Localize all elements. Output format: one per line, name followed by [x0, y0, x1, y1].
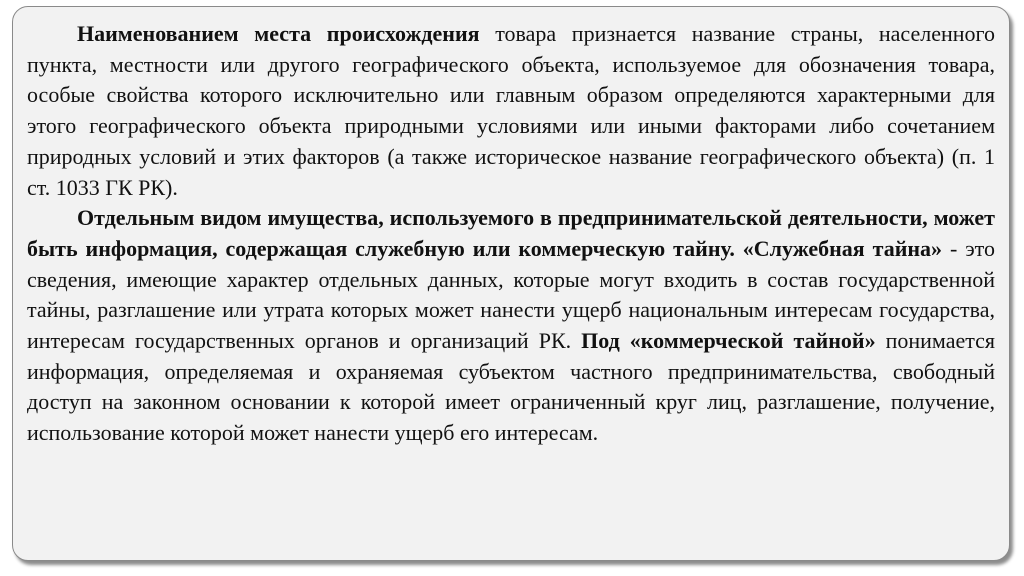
term-place-of-origin: Наименованием места происхождения	[77, 21, 480, 46]
paragraph-geographic-origin	[27, 19, 995, 203]
definition-service-secret: - это сведения, имеющие характер отдельных данных, которые могут входить в состав государственной тайны, разглашение или утрата которых может нанести ущерб национальным интересам государства, интересам государственных органов и организаций РК.	[27, 235, 996, 354]
definition-commercial-secret: понимается информация, определяемая и охраняемая субъектом частного предпринимательства, свободный доступ на законном основании к которой имеет ограниченный круг лиц, разглашение, получение, использование которой может нанести ущерб его интересам.	[27, 328, 995, 446]
term-service-secret: Отдельным видом имущества, используемого в предпринимательской деятельности, может быть информация, содержащая служебную или коммерческую тайну. «Служебная тайна»	[27, 205, 995, 261]
definition-place-of-origin: товара признается название страны, населенного пункта, местности или другого географического объекта, используемое для обозначения товара, особые свойства которого исключительно или главным образом определяются характерными для этого географического объекта природными условиями или иными факторами либо сочетанием природных условий и этих факторов (а также историческое название географического объекта) (п. 1 ст. 1033 ГК РК).	[27, 21, 995, 200]
term-commercial-secret: Под «коммерческой тайной»	[581, 328, 876, 354]
paragraph-secrets	[27, 203, 995, 449]
text-panel	[12, 6, 1010, 561]
